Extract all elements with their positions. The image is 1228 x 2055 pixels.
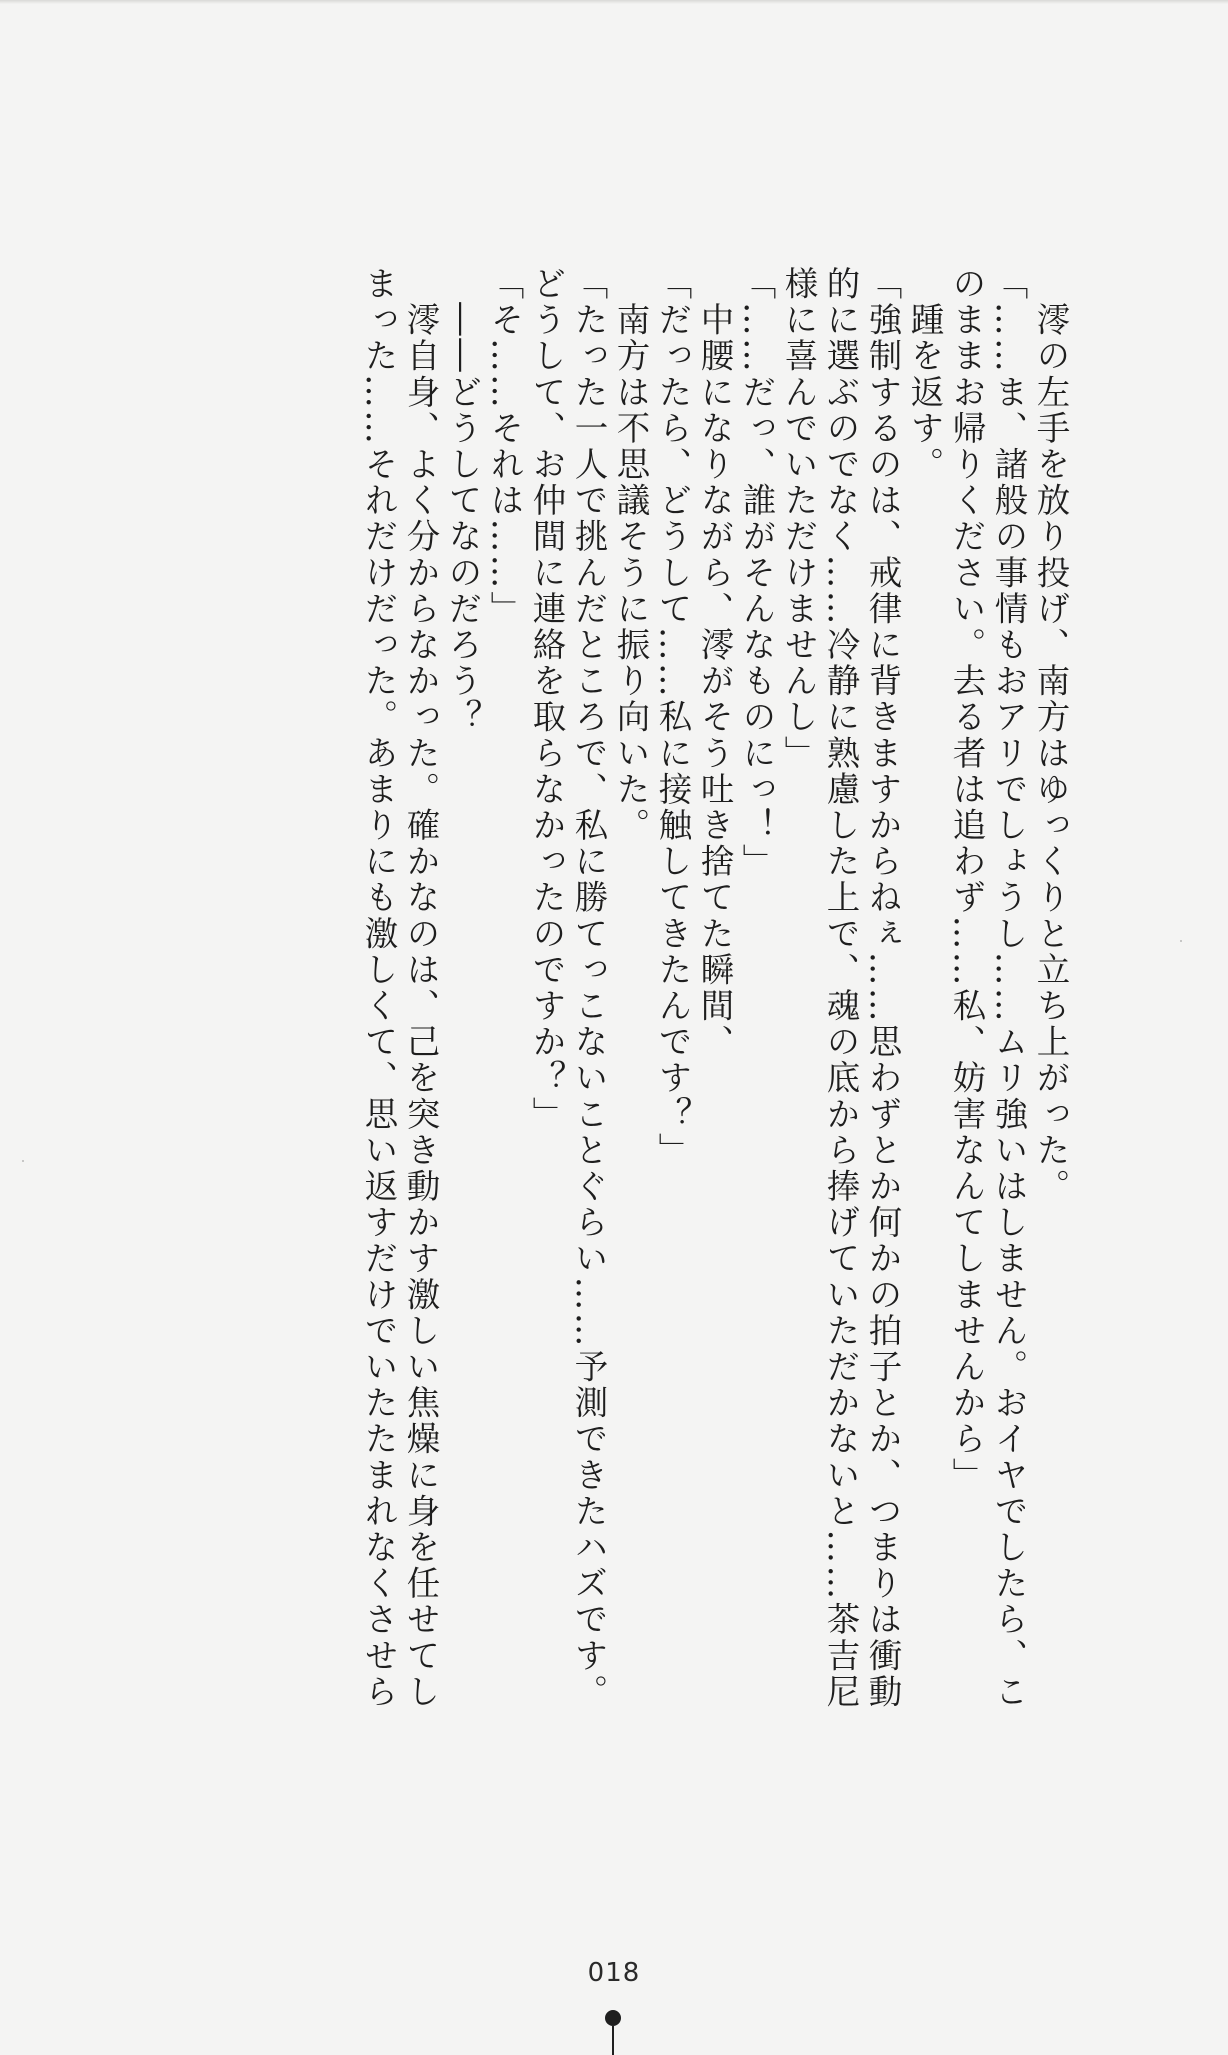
page-number: 018 [587, 1958, 641, 1988]
page-top-edge [0, 0, 1228, 4]
text-line: 「そ……それは……」 [485, 266, 524, 627]
text-line: 様に喜んでいただけませんし」 [779, 266, 818, 772]
vertical-text-body [138, 266, 1070, 1710]
paper-speck [1180, 940, 1182, 942]
text-line: 中腰になりながら、澪がそう吐き捨てた瞬間、 [695, 266, 734, 1061]
text-line: のままお帰りください。去る者は追わず……私、妨害なんてしませんから」 [947, 266, 986, 1494]
page-number-ornament [598, 2008, 628, 2055]
text-line: 澪自身、よく分からなかった。確かなのは、己を突き動かす激しい焦燥に身を任せてし [401, 266, 440, 1710]
text-line: 南方は不思議そうに振り向いた。 [611, 266, 650, 844]
text-line: 澪の左手を放り投げ、南方はゆっくりと立ち上がった。 [1031, 266, 1070, 1205]
paper-speck [22, 1160, 24, 1162]
text-line: 「……だっ、誰がそんなものにっ！」 [737, 266, 776, 880]
text-line: 「強制するのは、戒律に背きますからねぇ……思わずとか何かの拍子とか、つまりは衝動 [863, 266, 902, 1710]
text-line: 踵を返す。 [905, 266, 944, 483]
text-line: まった……それだけだった。あまりにも激しくて、思い返すだけでいたたまれなくさせら [359, 266, 398, 1710]
text-line: 「たった一人で挑んだところで、私に勝てっこないことぐらい……予測できたハズです。 [569, 266, 608, 1710]
text-line: 「だったら、どうして……私に接触してきたんです？」 [653, 266, 692, 1169]
text-line: 的に選ぶのでなく……冷静に熟慮した上で、魂の底から捧げていただかないと……茶吉尼 [821, 266, 860, 1710]
text-line: 「……ま、諸般の事情もおアリでしょうし……ムリ強いはしません。おイヤでしたら、こ [989, 266, 1028, 1710]
text-line: ――どうしてなのだろう？ [443, 266, 482, 736]
text-line: どうして、お仲間に連絡を取らなかったのですか？」 [527, 266, 566, 1133]
